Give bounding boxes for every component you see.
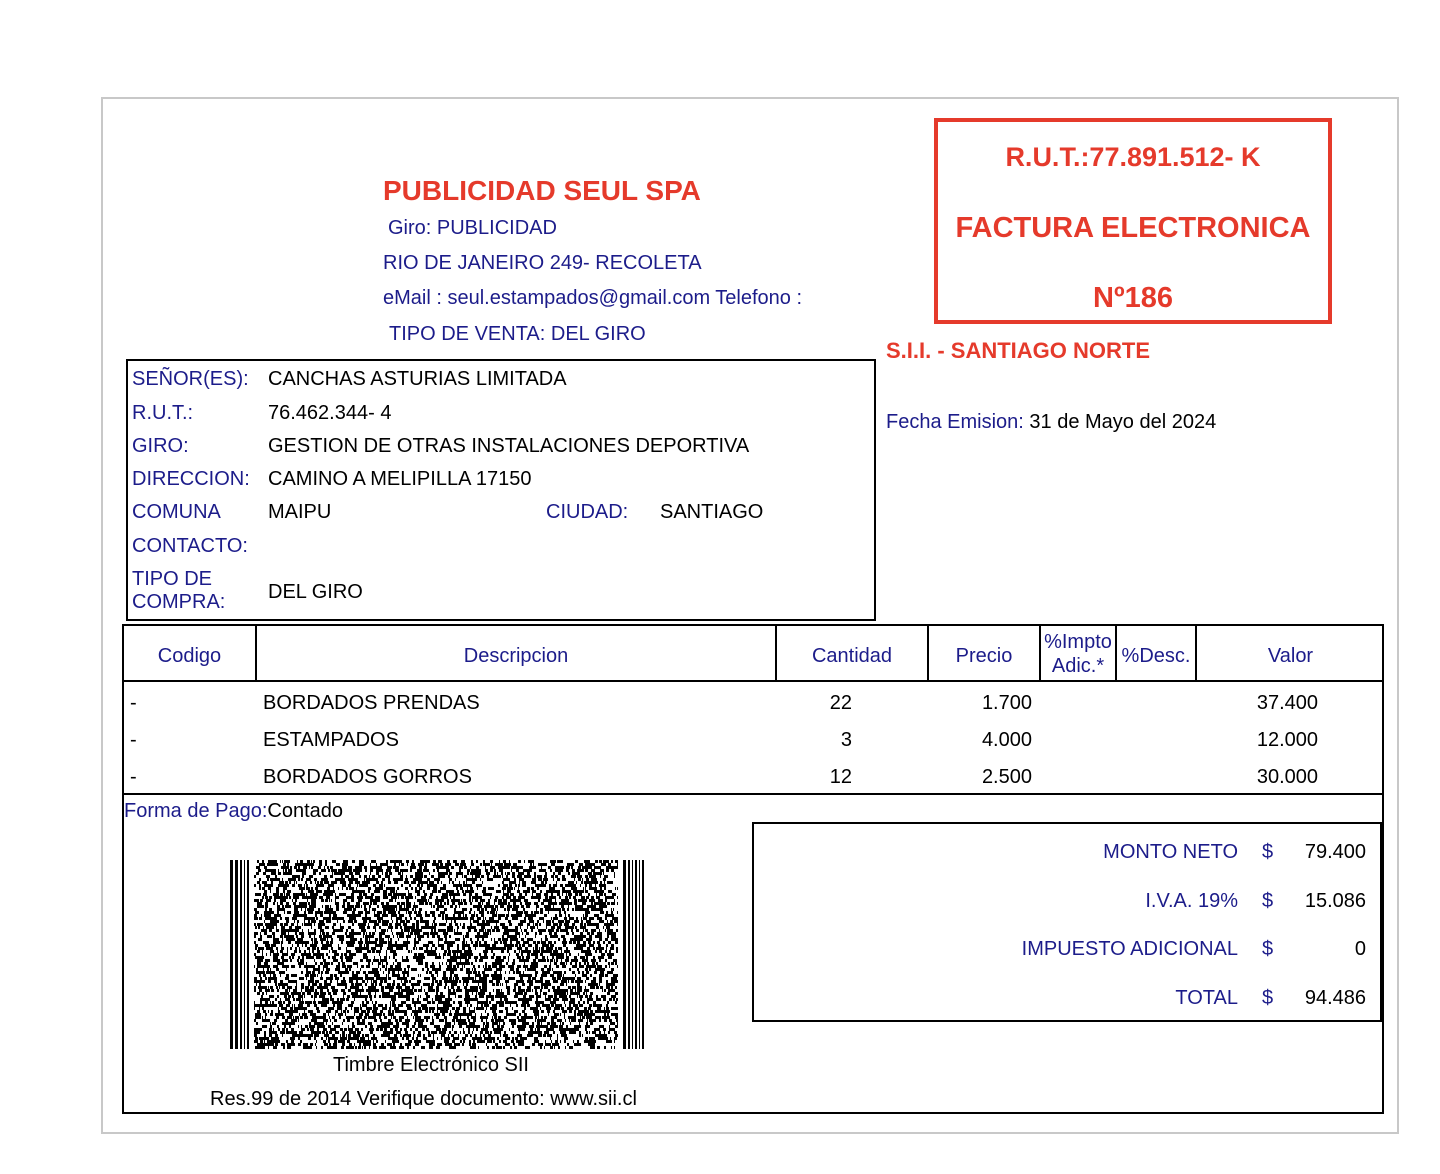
row3-precio: 2.500 xyxy=(981,766,1032,788)
items-header-row xyxy=(124,626,1382,682)
col-descripcion: Descripcion xyxy=(463,645,569,667)
timbre-barcode xyxy=(230,860,646,1049)
iva-currency: $ xyxy=(1262,890,1274,912)
tipo-compra-label-line2: COMPRA: xyxy=(132,591,226,613)
neto-currency: $ xyxy=(1262,841,1274,863)
row3-valor: 30.000 xyxy=(1256,766,1318,788)
rut-value: 76.462.344- 4 xyxy=(268,402,392,424)
ciudad-label: CIUDAD: xyxy=(546,501,629,523)
emisor-address: RIO DE JANEIRO 249- RECOLETA xyxy=(383,252,702,274)
emisor-name: PUBLICIDAD SEUL SPA xyxy=(383,175,701,206)
row1-cantidad: 22 xyxy=(829,692,852,714)
fecha-emision xyxy=(886,411,1216,434)
giro-label: GIRO: xyxy=(132,435,189,457)
emisor-tipo-venta: TIPO DE VENTA: DEL GIRO xyxy=(389,323,646,345)
tipo-compra-label xyxy=(132,568,225,614)
neto-value: 79.400 xyxy=(1304,841,1366,863)
totals-box xyxy=(752,822,1382,1022)
total-value: 94.486 xyxy=(1304,987,1366,1009)
sii-office: S.I.I. - SANTIAGO NORTE xyxy=(886,338,1151,363)
row1-precio: 1.700 xyxy=(981,692,1032,714)
giro-value: GESTION DE OTRAS INSTALACIONES DEPORTIVA xyxy=(268,435,750,457)
document-rut: R.U.T.:77.891.512- K xyxy=(1005,142,1261,172)
items-table xyxy=(122,624,1384,795)
col-impto-adic xyxy=(1041,630,1115,678)
emisor-giro: Giro: PUBLICIDAD xyxy=(388,217,557,239)
row2-precio: 4.000 xyxy=(981,729,1032,751)
row3-cantidad: 12 xyxy=(829,766,852,788)
senor-value: CANCHAS ASTURIAS LIMITADA xyxy=(268,368,567,390)
senor-label: SEÑOR(ES): xyxy=(132,368,249,390)
total-label: TOTAL xyxy=(1175,987,1238,1009)
adicional-currency: $ xyxy=(1262,938,1274,960)
neto-label: MONTO NETO xyxy=(1103,841,1238,863)
forma-de-pago xyxy=(124,800,343,823)
document-type: FACTURA ELECTRONICA xyxy=(955,212,1311,244)
col-desc: %Desc. xyxy=(1121,645,1191,667)
rut-label: R.U.T.: xyxy=(132,402,194,424)
row1-descripcion: BORDADOS PRENDAS xyxy=(263,692,480,714)
col-impto-line2: Adic.* xyxy=(1051,655,1105,677)
row1-valor: 37.400 xyxy=(1256,692,1318,714)
direccion-value: CAMINO A MELIPILLA 17150 xyxy=(268,468,532,490)
col-cantidad: Cantidad xyxy=(811,645,893,667)
barcode-modules xyxy=(254,860,618,1049)
direccion-label: DIRECCION: xyxy=(132,468,250,490)
row3-descripcion: BORDADOS GORROS xyxy=(263,766,472,788)
fecha-label: Fecha Emision: xyxy=(886,411,1024,433)
contacto-label: CONTACTO: xyxy=(132,535,248,557)
row2-codigo: - xyxy=(130,729,137,751)
col-valor: Valor xyxy=(1267,645,1314,667)
col-precio: Precio xyxy=(955,645,1013,667)
forma-pago-value: Contado xyxy=(267,800,344,822)
forma-pago-label: Forma de Pago: xyxy=(124,800,268,822)
iva-label: I.V.A. 19% xyxy=(1145,890,1238,912)
emisor-contact: eMail : seul.estampados@gmail.com Telefono : xyxy=(383,287,803,309)
row2-descripcion: ESTAMPADOS xyxy=(263,729,399,751)
adicional-value: 0 xyxy=(1354,938,1366,960)
row2-valor: 12.000 xyxy=(1256,729,1318,751)
comuna-value: MAIPU xyxy=(268,501,332,523)
timbre-caption: Timbre Electrónico SII xyxy=(333,1054,529,1076)
comuna-label: COMUNA xyxy=(132,501,221,523)
total-currency: $ xyxy=(1262,987,1274,1009)
row2-cantidad: 3 xyxy=(840,729,852,751)
timbre-resolution: Res.99 de 2014 Verifique documento: www.sii.cl xyxy=(210,1088,637,1110)
adicional-label: IMPUESTO ADICIONAL xyxy=(1021,938,1238,960)
row3-codigo: - xyxy=(130,766,137,788)
iva-value: 15.086 xyxy=(1304,890,1366,912)
row1-codigo: - xyxy=(130,692,137,714)
fecha-value: 31 de Mayo del 2024 xyxy=(1029,411,1217,433)
document-number: Nº186 xyxy=(1093,282,1173,314)
col-impto-line1: %Impto xyxy=(1044,631,1112,653)
tipo-compra-value: DEL GIRO xyxy=(268,581,363,603)
col-codigo: Codigo xyxy=(157,645,222,667)
tipo-compra-label-line1: TIPO DE xyxy=(132,568,213,590)
document-id-box xyxy=(934,118,1332,324)
ciudad-value: SANTIAGO xyxy=(660,501,764,523)
